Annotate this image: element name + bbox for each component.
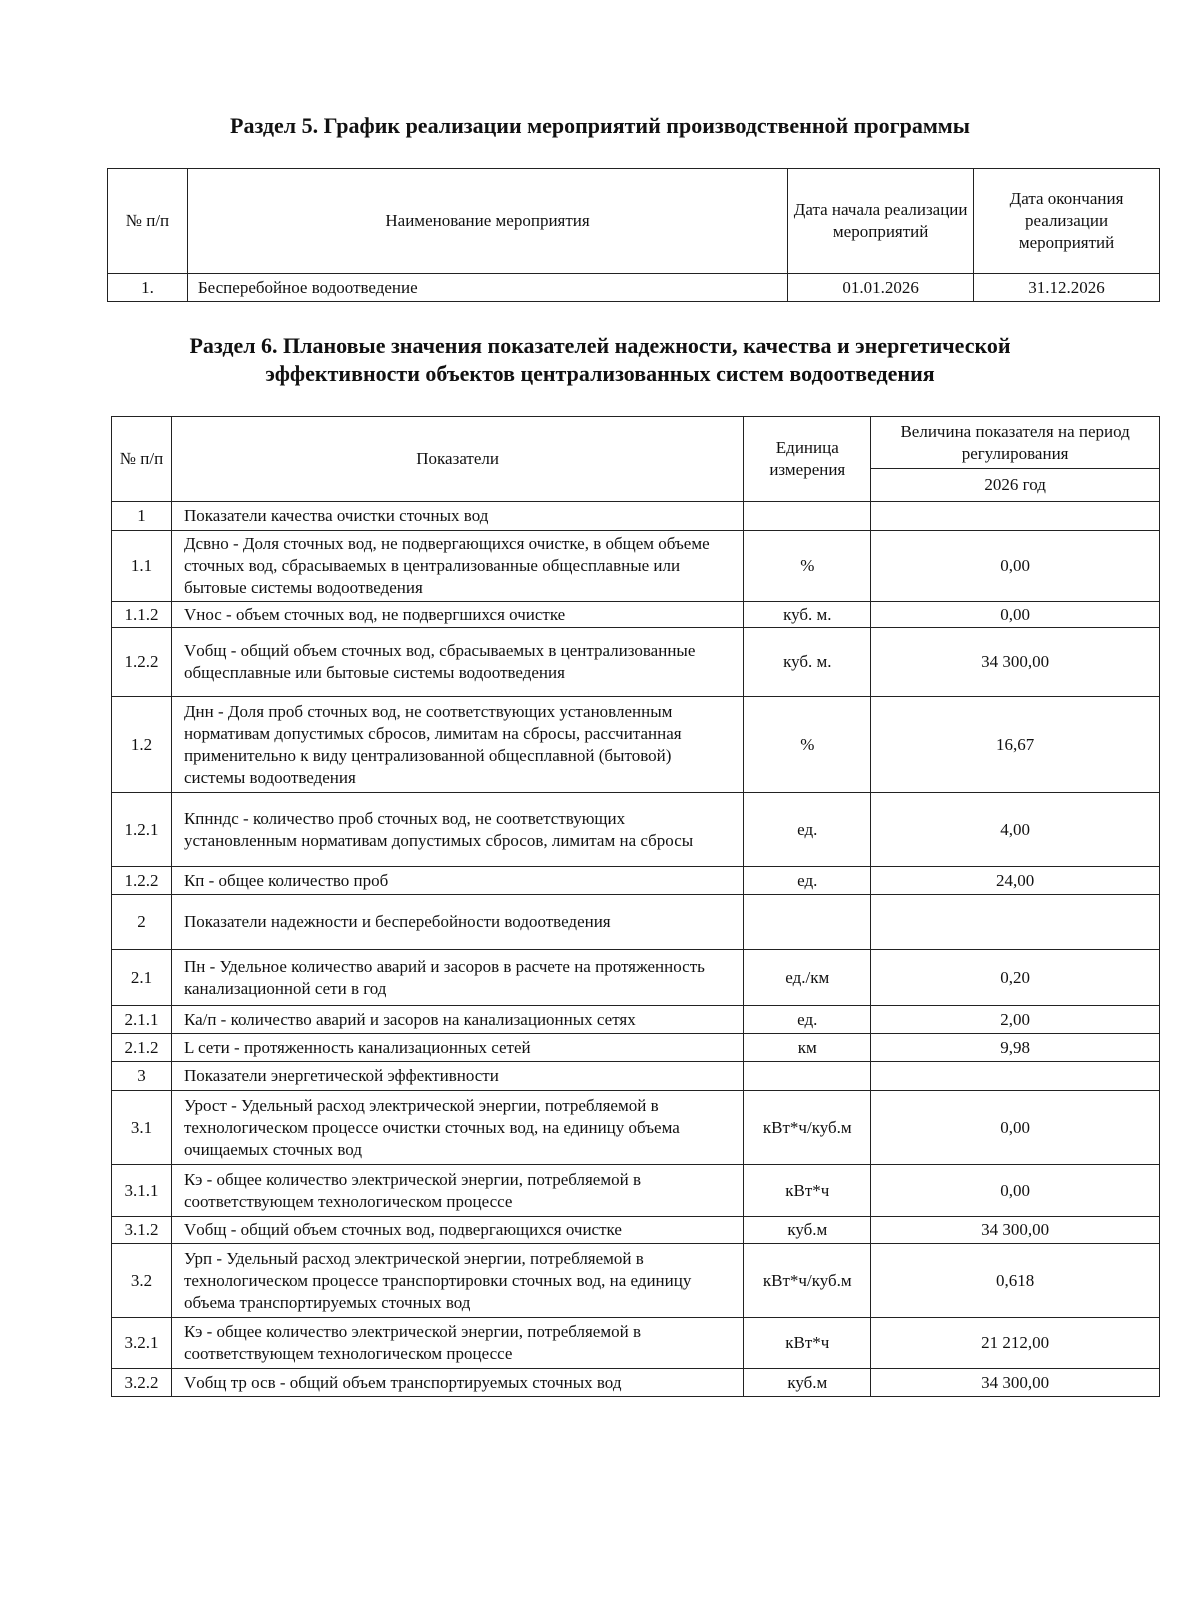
indicator-row (112, 1369, 1160, 1397)
indicator-num: 3.2.2 (112, 1369, 172, 1397)
indicator-row (112, 1006, 1160, 1034)
section6-title-line1: Раздел 6. Плановые значения показателей надежности, качества и энергетической (189, 333, 1011, 358)
indicator-num: 3.1.2 (112, 1217, 172, 1244)
header-indicators: Показатели (171, 417, 743, 502)
indicator-name: Vобщ - общий объем сточных вод, сбрасываемых в централизованные общесплавные или бытовые системы водоотведения (171, 628, 743, 697)
indicator-row (112, 867, 1160, 895)
indicator-unit: куб. м. (744, 602, 871, 628)
indicator-value: 34 300,00 (871, 628, 1160, 697)
indicator-row (112, 602, 1160, 628)
indicator-name: L сети - протяженность канализационных сетей (171, 1034, 743, 1062)
indicator-row (112, 950, 1160, 1006)
indicator-num: 1.2.2 (112, 867, 172, 895)
indicator-unit: ед. (744, 1006, 871, 1034)
indicator-name: Vобщ - общий объем сточных вод, подвергающихся очистке (171, 1217, 743, 1244)
indicators-header-row (112, 417, 1160, 469)
indicator-value: 0,618 (871, 1244, 1160, 1318)
header-num: № п/п (112, 417, 172, 502)
indicator-name: Vнос - объем сточных вод, не подвергшихся очистке (171, 602, 743, 628)
indicator-name: Урост - Удельный расход электрической энергии, потребляемой в технологическом процессе очистки сточных вод, на единицу объема очищаемых сточных вод (171, 1091, 743, 1165)
indicator-unit: ед. (744, 793, 871, 867)
indicator-num: 1.1 (112, 531, 172, 602)
indicator-num: 2 (112, 895, 172, 950)
indicator-unit (744, 895, 871, 950)
indicator-unit (744, 502, 871, 531)
cell-start-date: 01.01.2026 (788, 274, 974, 302)
cell-end-date: 31.12.2026 (974, 274, 1160, 302)
indicator-row (112, 531, 1160, 602)
indicator-row (112, 697, 1160, 793)
indicator-value: 0,20 (871, 950, 1160, 1006)
indicator-row (112, 1062, 1160, 1091)
indicator-num: 2.1.1 (112, 1006, 172, 1034)
indicator-value: 16,67 (871, 697, 1160, 793)
indicator-unit (744, 1062, 871, 1091)
indicator-row (112, 895, 1160, 950)
indicator-value: 9,98 (871, 1034, 1160, 1062)
indicator-row (112, 502, 1160, 531)
indicator-num: 2.1 (112, 950, 172, 1006)
indicator-unit: ед./км (744, 950, 871, 1006)
indicator-num: 3.2.1 (112, 1318, 172, 1369)
indicator-unit: кВт*ч (744, 1165, 871, 1217)
indicator-name: Показатели энергетической эффективности (171, 1062, 743, 1091)
indicator-row (112, 1165, 1160, 1217)
indicator-unit: % (744, 531, 871, 602)
indicator-name: Ка/п - количество аварий и засоров на канализационных сетях (171, 1006, 743, 1034)
indicators-body (112, 502, 1160, 1397)
indicator-value: 0,00 (871, 531, 1160, 602)
section6-title (0, 332, 1200, 388)
indicator-value: 24,00 (871, 867, 1160, 895)
indicator-name: Кпнндс - количество проб сточных вод, не соответствующих установленным нормативам допустимых сбросов, лимитам на сбросы (171, 793, 743, 867)
indicator-row (112, 1091, 1160, 1165)
indicator-value: 0,00 (871, 1165, 1160, 1217)
section5-title: Раздел 5. График реализации мероприятий производственной программы (230, 113, 970, 138)
indicator-name: Показатели надежности и бесперебойности водоотведения (171, 895, 743, 950)
header-unit: Единица измерения (744, 417, 871, 502)
header-start-date: Дата начала реализации мероприятий (788, 169, 974, 274)
indicator-value (871, 502, 1160, 531)
header-event-name: Наименование мероприятия (187, 169, 787, 274)
indicator-unit: куб.м (744, 1369, 871, 1397)
indicator-name: Кп - общее количество проб (171, 867, 743, 895)
indicator-value: 0,00 (871, 602, 1160, 628)
header-year: 2026 год (871, 469, 1160, 502)
cell-event-name: Бесперебойное водоотведение (187, 274, 787, 302)
indicator-value (871, 1062, 1160, 1091)
indicator-row (112, 1318, 1160, 1369)
indicator-row (112, 628, 1160, 697)
indicator-unit: кВт*ч/куб.м (744, 1091, 871, 1165)
indicator-unit: ед. (744, 867, 871, 895)
indicator-name: Vобщ тр осв - общий объем транспортируемых сточных вод (171, 1369, 743, 1397)
indicator-row (112, 793, 1160, 867)
indicator-name: Кэ - общее количество электрической энергии, потребляемой в соответствующем технологическом процессе (171, 1165, 743, 1217)
indicator-row (112, 1034, 1160, 1062)
indicator-value: 21 212,00 (871, 1318, 1160, 1369)
indicator-value: 34 300,00 (871, 1369, 1160, 1397)
indicator-name: Пн - Удельное количество аварий и засоров в расчете на протяженность канализационной сети в год (171, 950, 743, 1006)
indicator-num: 3.2 (112, 1244, 172, 1318)
indicator-num: 1.2.2 (112, 628, 172, 697)
indicator-unit: куб. м. (744, 628, 871, 697)
indicator-value: 4,00 (871, 793, 1160, 867)
header-end-date: Дата окончания реализации мероприятий (974, 169, 1160, 274)
cell-num: 1. (108, 274, 188, 302)
indicator-num: 3.1.1 (112, 1165, 172, 1217)
indicator-name: Урп - Удельный расход электрической энергии, потребляемой в технологическом процессе транспортировки сточных вод, на единицу объема транспортируемых сточных вод (171, 1244, 743, 1318)
indicator-name: Кэ - общее количество электрической энергии, потребляемой в соответствующем технологическом процессе (171, 1318, 743, 1369)
indicator-unit: км (744, 1034, 871, 1062)
indicator-value: 34 300,00 (871, 1217, 1160, 1244)
indicator-name: Дсвно - Доля сточных вод, не подвергающихся очистке, в общем объеме сточных вод, сбрасываемых в централизованные общесплавные или бытовые системы водоотведения (171, 531, 743, 602)
schedule-header-row (108, 169, 1160, 274)
indicator-unit: % (744, 697, 871, 793)
indicator-num: 1.2.1 (112, 793, 172, 867)
indicator-num: 2.1.2 (112, 1034, 172, 1062)
indicator-num: 1 (112, 502, 172, 531)
indicators-table (111, 416, 1160, 1397)
indicator-value: 2,00 (871, 1006, 1160, 1034)
schedule-row (108, 274, 1160, 302)
indicator-row (112, 1244, 1160, 1318)
indicator-num: 3 (112, 1062, 172, 1091)
indicator-unit: кВт*ч (744, 1318, 871, 1369)
indicator-num: 1.2 (112, 697, 172, 793)
indicator-num: 3.1 (112, 1091, 172, 1165)
indicator-num: 1.1.2 (112, 602, 172, 628)
indicator-name: Показатели качества очистки сточных вод (171, 502, 743, 531)
schedule-table (107, 168, 1160, 302)
indicator-name: Днн - Доля проб сточных вод, не соответствующих установленным нормативам допустимых сбросов, лимитам на сбросы, рассчитанная применительно к виду централизованной общесплавной (бытовой) системы водоотведения (171, 697, 743, 793)
indicator-value: 0,00 (871, 1091, 1160, 1165)
indicator-value (871, 895, 1160, 950)
section6-title-line2: эффективности объектов централизованных систем водоотведения (265, 361, 935, 386)
header-num: № п/п (108, 169, 188, 274)
header-value-group: Величина показателя на период регулирования (871, 417, 1160, 469)
indicator-unit: кВт*ч/куб.м (744, 1244, 871, 1318)
indicator-unit: куб.м (744, 1217, 871, 1244)
indicator-row (112, 1217, 1160, 1244)
